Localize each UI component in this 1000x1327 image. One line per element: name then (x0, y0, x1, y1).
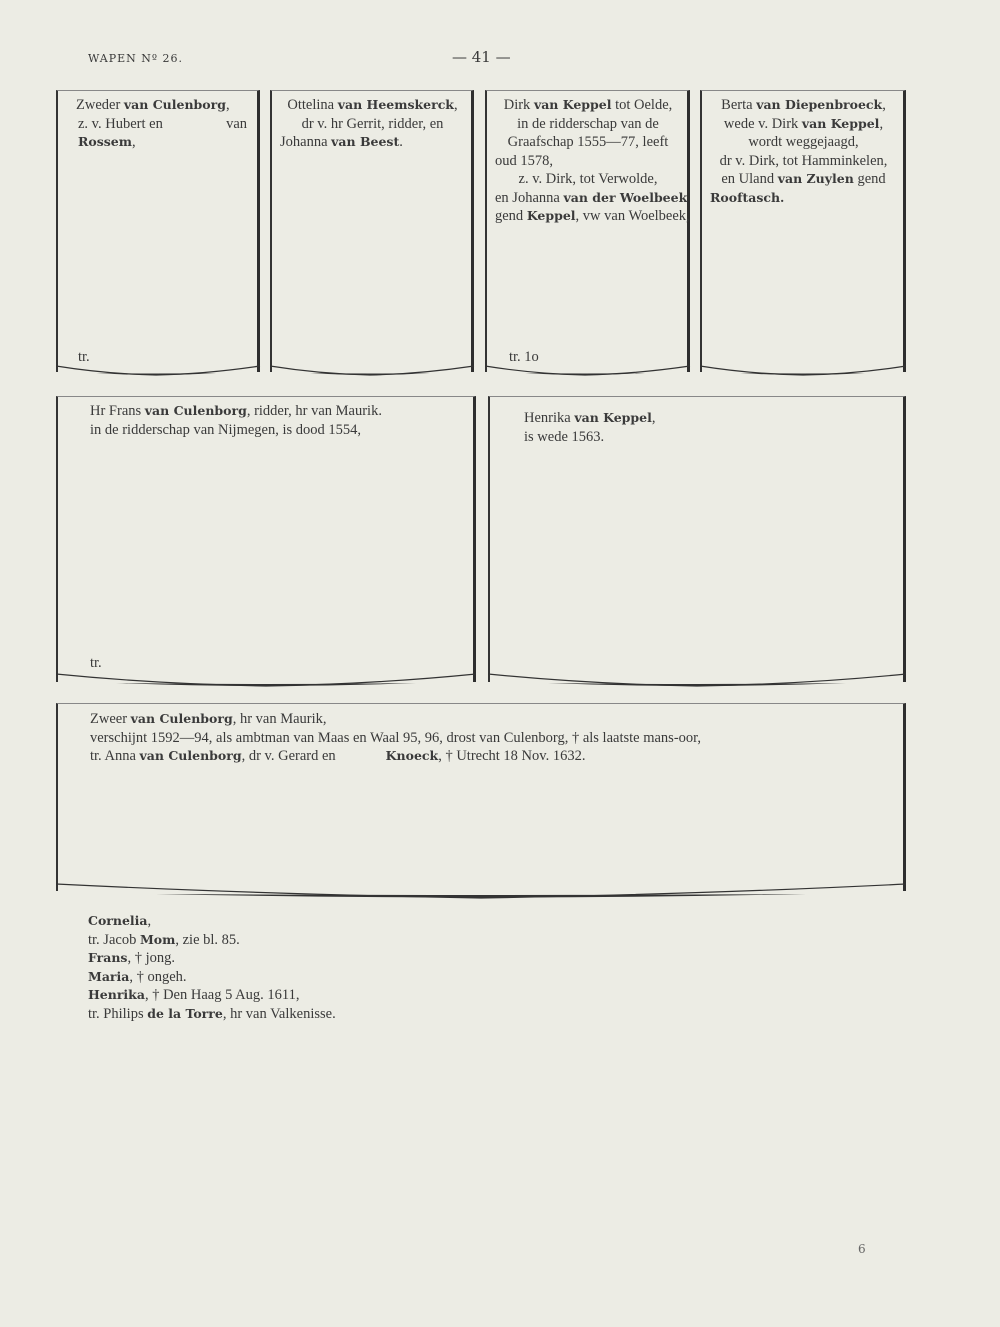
surname: van Diepenbroeck (756, 97, 883, 112)
text: , hr van Valkenisse. (222, 1005, 336, 1022)
text: tr. Philips (88, 1005, 144, 1022)
marriage-mark: tr. (78, 349, 90, 365)
text: , (651, 410, 656, 426)
surname: van Culenborg (144, 403, 247, 418)
page-number-header: — 41 — (452, 48, 511, 66)
marriage-mark: tr. 1o (509, 349, 539, 365)
text: Hr Frans (90, 403, 142, 419)
person-box-dirk-van-keppel (485, 90, 690, 372)
text: tr. Jacob (88, 931, 137, 948)
brace-decoration (488, 672, 908, 692)
text: , (879, 115, 884, 132)
child-name: Cornelia (88, 913, 148, 928)
page-footer-number: 6 (858, 1242, 866, 1256)
text: , dr v. Gerard en (241, 748, 336, 764)
text: en Johanna (495, 189, 560, 206)
text: Zweer (90, 711, 128, 727)
surname: Rossem (78, 134, 132, 149)
text: , hr van Maurik, (232, 711, 327, 727)
text: gend (857, 171, 886, 187)
text: , zie bl. 85. (175, 931, 240, 948)
text: , † Utrecht 18 Nov. 1632. (438, 748, 586, 764)
brace-decoration (700, 364, 908, 380)
text: z. v. Dirk, tot Verwolde, (518, 171, 658, 187)
surname: Rooftasch. (710, 189, 785, 205)
text: , † jong. (127, 950, 175, 966)
brace-decoration (56, 364, 262, 380)
surname: van Culenborg (123, 97, 226, 112)
marriage-mark: tr. (90, 655, 102, 671)
text: tr. Anna (90, 748, 136, 764)
surname: van Keppel (574, 410, 652, 425)
surname: Knoeck (385, 748, 439, 763)
text: van (226, 115, 247, 132)
text: Johanna (280, 134, 328, 150)
text: verschijnt 1592—94, als ambtman van Maas en Waal 95, 96, drost van Culenborg, † als laatste mans-oor, (90, 729, 702, 746)
text: , (147, 913, 152, 929)
brace-decoration (56, 672, 478, 692)
text: , (131, 134, 136, 150)
surname: Keppel (526, 208, 576, 223)
text: , ridder, hr van Maurik. (246, 403, 382, 419)
header-wapen-number: Nº 26. (141, 52, 184, 65)
surname: van Keppel (533, 97, 612, 112)
text: gend (495, 208, 524, 224)
surname: van Culenborg (130, 711, 233, 726)
list-item (88, 931, 336, 950)
text: Graafschap 1555—77, leeft (507, 134, 669, 150)
surname: van Zuylen (777, 171, 854, 186)
surname: van Keppel (801, 115, 880, 131)
person-box-berta (700, 90, 906, 372)
surname: van Heemskerck (337, 97, 454, 112)
child-name: Henrika (88, 987, 145, 1002)
text: dr v. hr Gerrit, ridder, en (301, 115, 444, 132)
surname: Mom (139, 931, 176, 947)
text: in de ridderschap van Nijmegen, is dood 1554, (90, 421, 362, 438)
text: Berta (721, 97, 753, 113)
list-item (88, 1005, 336, 1024)
person-box-ottelina (270, 90, 474, 372)
child-name: Frans (88, 950, 128, 965)
list-item (88, 912, 336, 931)
text: z. v. Hubert en (78, 115, 163, 132)
text: , (453, 97, 458, 113)
person-box-henrika-van-keppel (488, 396, 906, 682)
list-item (88, 986, 336, 1005)
text: in de ridderschap van de (517, 115, 659, 132)
text: tot Oelde, (615, 97, 673, 113)
text: wede v. Dirk (723, 115, 799, 132)
text: Zweder (76, 97, 121, 113)
person-box-zweer-van-culenborg (56, 703, 906, 891)
text: , (882, 97, 886, 113)
surname: van Culenborg (139, 748, 242, 763)
text: , † Den Haag 5 Aug. 1611, (144, 987, 300, 1003)
text: Ottelina (287, 97, 335, 113)
coat-of-arms-label (88, 52, 183, 65)
list-item (88, 968, 336, 987)
text: , † ongeh. (129, 968, 187, 985)
text: en Uland (721, 171, 775, 187)
brace-decoration (485, 364, 692, 380)
header-wapen: WAPEN (88, 52, 137, 65)
text: wordt weggejaagd, (748, 134, 859, 150)
person-box-frans-van-culenborg (56, 396, 476, 682)
text: Henrika (524, 410, 571, 426)
list-item (88, 949, 336, 968)
text: is wede 1563. (524, 428, 605, 445)
page-header (0, 48, 1000, 72)
surname: van Beest (331, 134, 400, 149)
surname: de la Torre (147, 1005, 223, 1021)
child-name: Maria (88, 968, 130, 984)
text: oud 1578, (495, 152, 553, 169)
person-box-zweder (56, 90, 260, 372)
children-list (88, 912, 336, 1023)
text: . (399, 134, 403, 150)
text: , vw van Woelbeek, (575, 208, 690, 224)
brace-decoration (56, 882, 908, 906)
brace-decoration (270, 364, 476, 380)
text: dr v. Dirk, tot Hamminkelen, (719, 152, 888, 169)
text: Dirk (503, 97, 531, 113)
surname: van der Woelbeek (563, 189, 688, 205)
text: , (225, 97, 230, 113)
